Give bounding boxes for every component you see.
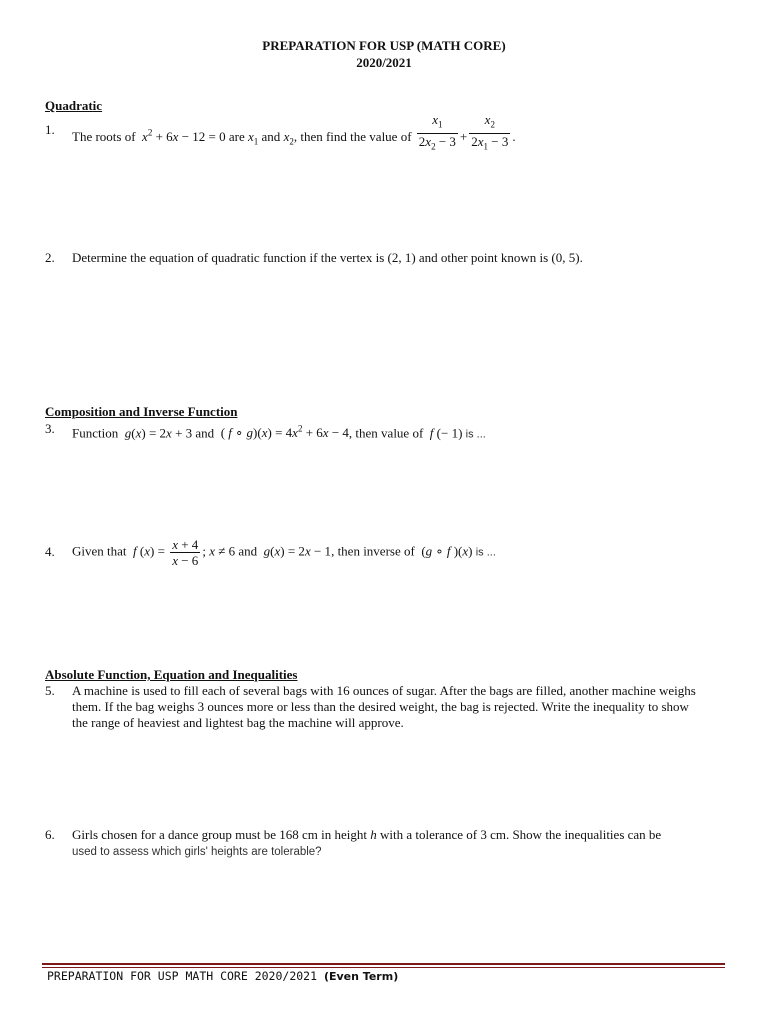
question-number: 4. — [45, 544, 55, 559]
question-number: 6. — [45, 827, 55, 842]
question-body: The roots of $x^2 + 6x - 12 = 0$ are $x_1$ and $x_2$, then find the value of $\frac{x_1}{2x_2 - 3}$ + $\frac{x_2}{2x_1 - 3}$ . — [72, 122, 707, 154]
fraction: $\frac{x + 4}{x - 6}$ — [172, 537, 199, 568]
question-number: 1. — [45, 122, 55, 137]
equation: $x^2 + 6x - 12 = 0$ — [142, 127, 226, 145]
section-heading-absolute: Absolute Function, Equation and Inequalities — [45, 667, 298, 682]
question-body: Girls chosen for a dance group must be 168 cm in height h with a tolerance of 3 cm. Show the inequalities can be used to assess which girls' heights are tolerable? — [72, 827, 662, 858]
document-title: PREPARATION FOR USP (MATH CORE) — [262, 38, 506, 53]
question-text: Determine the equation of quadratic function if the vertex is (2, 1) and other point known is (0, 5). — [72, 250, 583, 265]
question-1 — [45, 112, 705, 156]
question-text: A machine is used to fill each of several bags with 16 ounces of sugar. After the bags are filled, another machine weighs them. If the bag weighs 3 ounces more or less than the desired weight, the bag is rejected. Write the inequality to show the range of heaviest and lightest bag the machine will approve. — [72, 683, 696, 730]
expression: f (− 1) — [429, 425, 463, 441]
page-footer: PREPARATION FOR USP MATH CORE 2020/2021 (Even Term) — [47, 969, 399, 983]
equation: g(x) = 2x + 3 — [124, 425, 193, 441]
section-heading-quadratic: Quadratic — [45, 98, 103, 113]
fraction: $\frac{x_1}{2x_2 - 3}$ — [418, 112, 456, 152]
question-body: Function g(x) = 2x + 3 and ( f ∘ $g)(x) = 4x^2 + 6x - 4$, then value of f (− 1) is ... — [72, 424, 486, 441]
question-4 — [45, 537, 705, 573]
section-heading-composition: Composition and Inverse Function — [45, 404, 238, 419]
expression: (g ∘ f )(x) — [418, 543, 473, 559]
question-number: 3. — [45, 421, 55, 436]
equation: ( f ∘ $g)(x) = 4x^2 + 6x - 4$ — [217, 424, 349, 441]
question-number: 5. — [45, 683, 55, 698]
condition: ; x ≠ 6 — [202, 543, 236, 559]
fraction: $\frac{x_2}{2x_1 - 3}$ — [471, 112, 509, 152]
footer-divider — [42, 963, 725, 965]
equation: f (x) = — [133, 543, 169, 559]
question-number: 2. — [45, 250, 55, 265]
question-body: Given that f (x) = $\frac{x + 4}{x - 6}$ ; x ≠ 6 and g(x) = 2x − 1, then inverse of (g ∘ f )(x) is ... — [72, 537, 496, 568]
document-year: 2020/2021 — [356, 55, 412, 70]
footer-divider — [42, 967, 725, 968]
equation: g(x) = 2x − 1 — [263, 543, 332, 559]
